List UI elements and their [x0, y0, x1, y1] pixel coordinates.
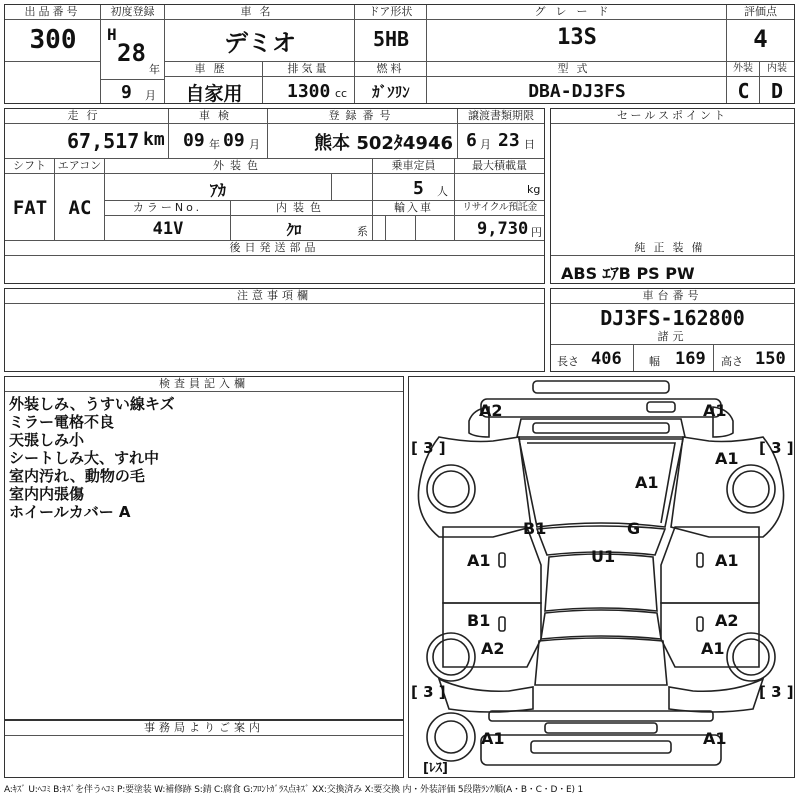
plate-cell	[268, 109, 458, 159]
tire-tread-rear-right: [ 3 ]	[759, 683, 794, 701]
car-name-cell	[165, 5, 355, 62]
import-cell	[373, 201, 455, 241]
history-label: 車歴	[165, 62, 262, 77]
model-value: DBA-DJ3FS	[528, 81, 626, 102]
car-diagram-box	[408, 376, 795, 778]
equipment-label: 純正装備	[551, 241, 794, 256]
shift-cell	[5, 159, 55, 241]
chassis-value: DJ3FS-162800	[600, 306, 745, 330]
note-line: 外装しみ、うすい線キズ	[9, 395, 175, 413]
ext-color-value: ｱｶ	[209, 181, 226, 200]
shift-value: FAT	[12, 197, 48, 219]
mileage-value: 67,517	[67, 129, 140, 153]
specs-length-label: 長さ	[557, 355, 579, 368]
damage-mark-left-rear-fender: A2	[481, 639, 505, 658]
caution-box	[4, 288, 545, 372]
int-score-cell	[760, 62, 794, 103]
history-value: 自家用	[185, 83, 243, 103]
capacity-label: 乗車定員	[373, 159, 454, 174]
recycle-label: リサイクル預託金	[455, 201, 544, 216]
grade-cell	[427, 5, 727, 62]
int-score-value: D	[770, 79, 784, 103]
inspection-year: 09	[183, 130, 205, 151]
int-color-unit: 系	[357, 225, 368, 238]
specs-height: 150	[755, 349, 786, 369]
header-block	[4, 4, 795, 104]
int-score-label: 内装	[760, 62, 794, 77]
damage-mark-roof: U1	[591, 547, 616, 566]
max-load-unit: kg	[527, 183, 541, 196]
note-line: 室内汚れ、動物の毛	[9, 467, 145, 485]
damage-mark-windshield-left: B1	[523, 519, 547, 538]
fuel-label: 燃料	[355, 62, 426, 77]
color-no-cell	[105, 201, 231, 241]
later-parts-cell	[5, 241, 544, 283]
damage-mark-rear-left: A1	[481, 729, 505, 748]
car-name-label: 車名	[165, 5, 354, 20]
damage-mark-hood: A1	[635, 473, 659, 492]
fuel-value: ｶﾞｿﾘﾝ	[372, 83, 410, 101]
recycle-value: 9,730	[477, 219, 529, 239]
door-cell	[355, 5, 427, 62]
first-reg-year: 28	[117, 39, 146, 67]
damage-mark-right-fender: A1	[715, 449, 739, 468]
door-label: ドア形状	[355, 5, 426, 20]
max-load-label: 最大積載量	[455, 159, 544, 174]
capacity-cell	[373, 159, 455, 201]
inspection-label: 車検	[169, 109, 267, 124]
first-reg-era: H	[107, 25, 117, 44]
displacement-cell	[263, 62, 355, 103]
int-color-cell	[231, 201, 373, 241]
first-reg-month: 9	[121, 82, 132, 103]
first-reg-year-unit: 年	[149, 63, 160, 76]
ext-score-value: C	[737, 79, 750, 103]
door-value: 5HB	[372, 27, 410, 51]
damage-mark-right-rear-door: A2	[715, 611, 739, 630]
specs-label: 諸元	[551, 330, 794, 345]
sales-point-box	[550, 108, 795, 284]
score-cell	[727, 5, 794, 62]
color-no-value: 41V	[152, 219, 184, 239]
ac-cell	[55, 159, 105, 241]
mileage-cell	[5, 109, 169, 159]
mileage-label: 走行	[5, 109, 168, 124]
note-line: ホイールカバー A	[9, 503, 131, 521]
note-line: ミラー電格不良	[9, 413, 115, 431]
first-reg-label: 初度登録	[101, 5, 164, 20]
car-name-value: デミオ	[224, 29, 296, 57]
ac-label: エアコン	[55, 159, 104, 174]
specs-length: 406	[591, 349, 622, 369]
tire-tread-front-left: [ 3 ]	[411, 439, 446, 457]
inspection-cell	[169, 109, 268, 159]
damage-mark-left-rear-door: B1	[467, 611, 491, 630]
plate-value: 熊本 502ﾀ4946	[314, 133, 453, 154]
model-label: 型式	[427, 62, 726, 77]
transfer-month-unit: 月	[480, 138, 491, 151]
transfer-month: 6	[466, 130, 477, 151]
transfer-label: 譲渡書類期限	[458, 109, 544, 124]
ac-value: AC	[68, 197, 92, 219]
later-parts-label: 後日発送部品	[5, 241, 544, 256]
damage-mark-right-rear-fender: A1	[701, 639, 725, 658]
inspector-notes	[9, 395, 175, 521]
office-label: 事務局よりご案内	[5, 721, 403, 736]
displacement-label: 排気量	[263, 62, 354, 77]
plate-label: 登録番号	[268, 109, 457, 124]
capacity-unit: 人	[437, 185, 448, 198]
int-color-value: ｸﾛ	[286, 221, 302, 239]
tire-tread-rear-left: [ 3 ]	[411, 683, 446, 701]
color-no-label: カラーNo.	[105, 201, 230, 216]
specs-width-label: 幅	[649, 355, 660, 368]
caution-label: 注意事項欄	[5, 289, 544, 304]
score-value: 4	[753, 25, 768, 53]
inspector-label: 検査員記入欄	[5, 377, 403, 392]
note-line: シートしみ大、すれ中	[9, 449, 160, 467]
specs-width: 169	[675, 349, 706, 369]
chassis-box	[550, 288, 795, 372]
capacity-value: 5	[413, 178, 424, 199]
chassis-label: 車台番号	[551, 289, 794, 304]
import-label: 輸入車	[373, 201, 454, 216]
damage-mark-right-front-door: A1	[715, 551, 739, 570]
max-load-cell	[455, 159, 544, 201]
note-line: 室内内張傷	[9, 485, 85, 503]
damage-mark-rear-right: A1	[703, 729, 727, 748]
transfer-cell	[458, 109, 544, 159]
transfer-day: 23	[498, 130, 520, 151]
inspector-box	[4, 376, 404, 720]
tire-tread-front-right: [ 3 ]	[759, 439, 794, 457]
grade-value: 13S	[557, 25, 597, 50]
recycle-cell	[455, 201, 544, 241]
fuel-cell	[355, 62, 427, 103]
ext-score-label: 外装	[727, 62, 759, 77]
damage-mark-front-left: A2	[479, 401, 503, 420]
model-cell	[427, 62, 727, 103]
inspection-year-unit: 年	[209, 138, 220, 151]
specs-height-label: 高さ	[721, 355, 743, 368]
damage-mark-left-front-door: A1	[467, 551, 491, 570]
shift-label: シフト	[5, 159, 54, 174]
car-diagram	[409, 377, 793, 776]
damage-mark-windshield-chip: G	[627, 519, 641, 538]
recycle-unit: 円	[531, 226, 542, 239]
history-cell	[165, 62, 263, 103]
lot-label: 出品番号	[5, 5, 100, 20]
first-reg-cell	[101, 5, 165, 103]
ext-color-label: 外装色	[105, 159, 372, 174]
equipment-value: ABS ｴｱB PS PW	[561, 264, 695, 283]
int-color-label: 内装色	[231, 201, 372, 216]
damage-legend: A:ｷｽﾞ U:ﾍｺﾐ B:ｷｽﾞを伴うﾍｺﾐ P:要塗装 W:補修跡 S:錆 C:腐食 G:ﾌﾛﾝﾄｶﾞﾗｽ点ｷｽﾞ XX:交換済み X:要交換 内・外装評価 5段階ﾗﾝｸ順(A・B・C・D・E) 1	[4, 785, 583, 795]
displacement-unit: cc	[335, 87, 348, 100]
ext-score-cell	[727, 62, 760, 103]
note-line: 天張しみ小	[9, 431, 85, 449]
score-label: 評価点	[727, 5, 794, 20]
lot-value: 300	[29, 25, 77, 55]
ext-color-cell	[105, 159, 373, 201]
mileage-unit: km	[143, 129, 165, 150]
details-block	[4, 108, 545, 284]
first-reg-month-unit: 月	[145, 89, 156, 102]
lot-cell	[5, 5, 101, 62]
displacement-value: 1300	[287, 81, 331, 102]
spare-tire-label: [ﾚｽ]	[423, 761, 448, 776]
office-box	[4, 720, 404, 778]
inspection-month: 09	[223, 130, 245, 151]
sales-point-label: セールスポイント	[551, 109, 794, 124]
grade-label: グレード	[427, 5, 726, 20]
lot-empty	[5, 62, 101, 103]
inspection-month-unit: 月	[249, 138, 260, 151]
damage-mark-front-right: A1	[703, 401, 727, 420]
transfer-day-unit: 日	[524, 138, 535, 151]
